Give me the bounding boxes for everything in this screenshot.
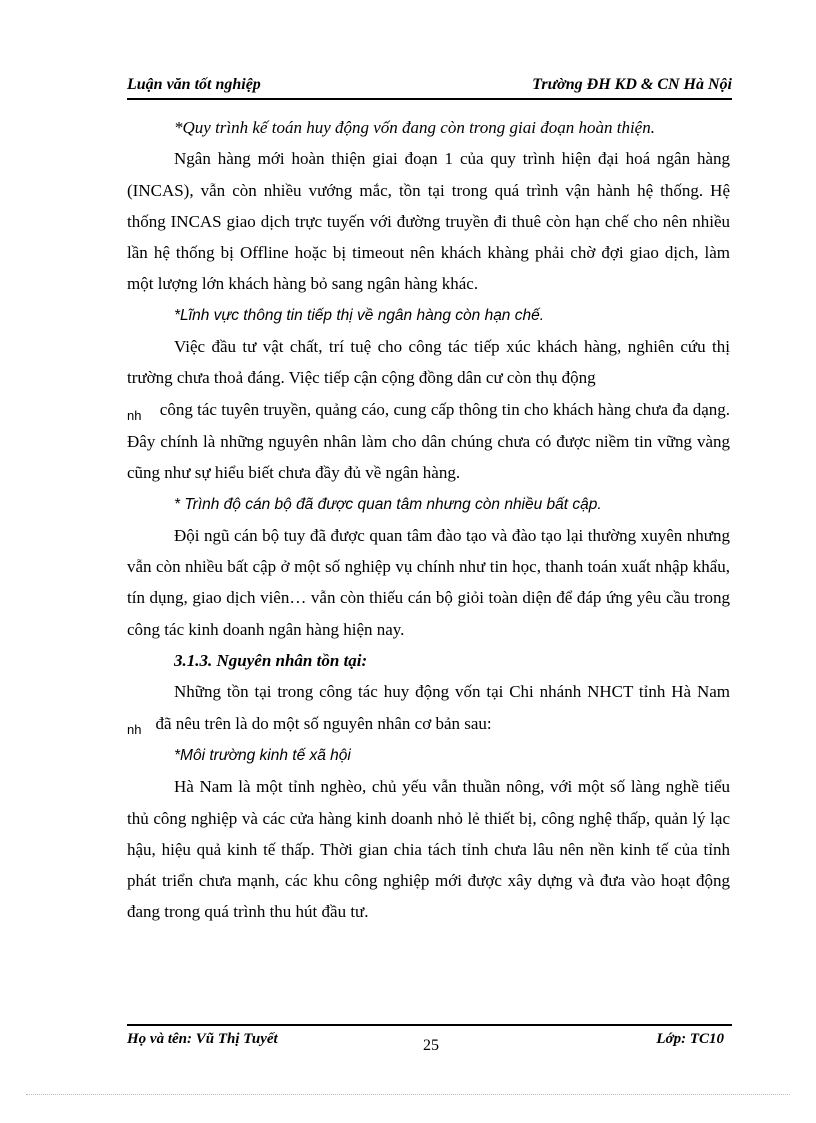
footer-author: Họ và tên: Vũ Thị Tuyết (127, 1031, 278, 1047)
paragraph-staff: Đội ngũ cán bộ tuy đã được quan tâm đào tạo và đào tạo lại thường xuyên nhưng vẫn còn nhiều bất cập ở một số nghiệp vụ chính như tin học, thanh toán xuất nhập khẩu, tín dụng, giao dịch viên… vẫn còn thiếu cán bộ giỏi toàn diện để đáp ứng yêu cầu trong công tác kinh doanh ngân hàng hiện nay. (127, 525, 730, 639)
paragraph-environment-heading: *Môi trường kinh tế xã hội (174, 746, 351, 764)
header-thesis-title: Luận văn tốt nghiệp (127, 76, 261, 93)
paragraph-incas: Ngân hàng mới hoàn thiện giai đoạn 1 của quy trình hiện đại hoá ngân hàng (INCAS), vẫn còn nhiều vướng mắc, tồn tại trong quá trình vận hành hệ thống. Hệ thống INCAS giao dịch trực tuyến với đường truyền đi thuê còn hạn chế cho nên nhiều lần hệ thống bị Offline hoặc bị timeout nên khách khàng phải chờ đợi giao dịch, làm một lượng lớn khách hàng bỏ sang ngân hàng khác. (127, 149, 730, 294)
paragraph-staff-heading: * Trình độ cán bộ đã được quan tâm nhưng còn nhiều bất cập. (174, 495, 602, 513)
paragraph-environment: Hà Nam là một tỉnh nghèo, chủ yếu vẫn thuần nông, với một số làng nghề tiểu thủ công nghiệp và các cửa hàng kinh doanh nhỏ lẻ thiết bị, công nghệ thấp, quản lý lạc hậu, hiệu quả kinh tế thấp. Thời gian chia tách tỉnh chưa lâu nên nền kinh tế của tỉnh phát triển chưa mạnh, các khu công nghiệp mới được xây dựng và đưa vào hoạt động đang trong quá trình thu hút đầu tư. (127, 777, 730, 922)
subscript-marker: nh (127, 407, 142, 423)
paragraph-marketing (127, 331, 730, 488)
page-number: 25 (423, 1037, 439, 1054)
header-university: Trường ĐH KD & CN Hà Nội (532, 76, 732, 93)
section-heading: 3.1.3. Nguyên nhân tồn tại: (174, 651, 368, 671)
paragraph-causes-part1: Những tồn tại trong công tác huy động vốn tại Chi nhánh NHCT tỉnh Hà Nam (174, 682, 730, 702)
paragraph-causes (127, 676, 730, 740)
paragraph-causes-part2: đã nêu trên là do một số nguyên nhân cơ bản sau: (155, 713, 492, 733)
subscript-marker: nh (127, 721, 142, 737)
paragraph-accounting-process: *Quy trình kế toán huy động vốn đang còn trong giai đoạn hoàn thiện. (174, 118, 655, 137)
paragraph-marketing-part2: công tác tuyên truyền, quảng cáo, cung cấp thông tin cho khách hàng chưa đa dạng. Đây chính là những nguyên nhân làm cho dân chúng chưa có được niềm tin vững vàng cũng như sự hiểu biết chưa đầy đủ về ngân hàng. (127, 399, 731, 483)
paragraph-marketing-heading: *Lĩnh vực thông tin tiếp thị về ngân hàng còn hạn chế. (174, 306, 545, 324)
page-footer (127, 1024, 732, 1056)
footer-class: Lớp: TC10 (656, 1031, 724, 1047)
document-body (127, 112, 730, 928)
page-break-line (26, 1094, 790, 1095)
paragraph-marketing-part1: Việc đầu tư vật chất, trí tuệ cho công tác tiếp xúc khách hàng, nghiên cứu thị trường chưa thoả đáng. Việc tiếp cận cộng đồng dân cư còn thụ động (127, 337, 730, 388)
page-header (127, 74, 732, 100)
